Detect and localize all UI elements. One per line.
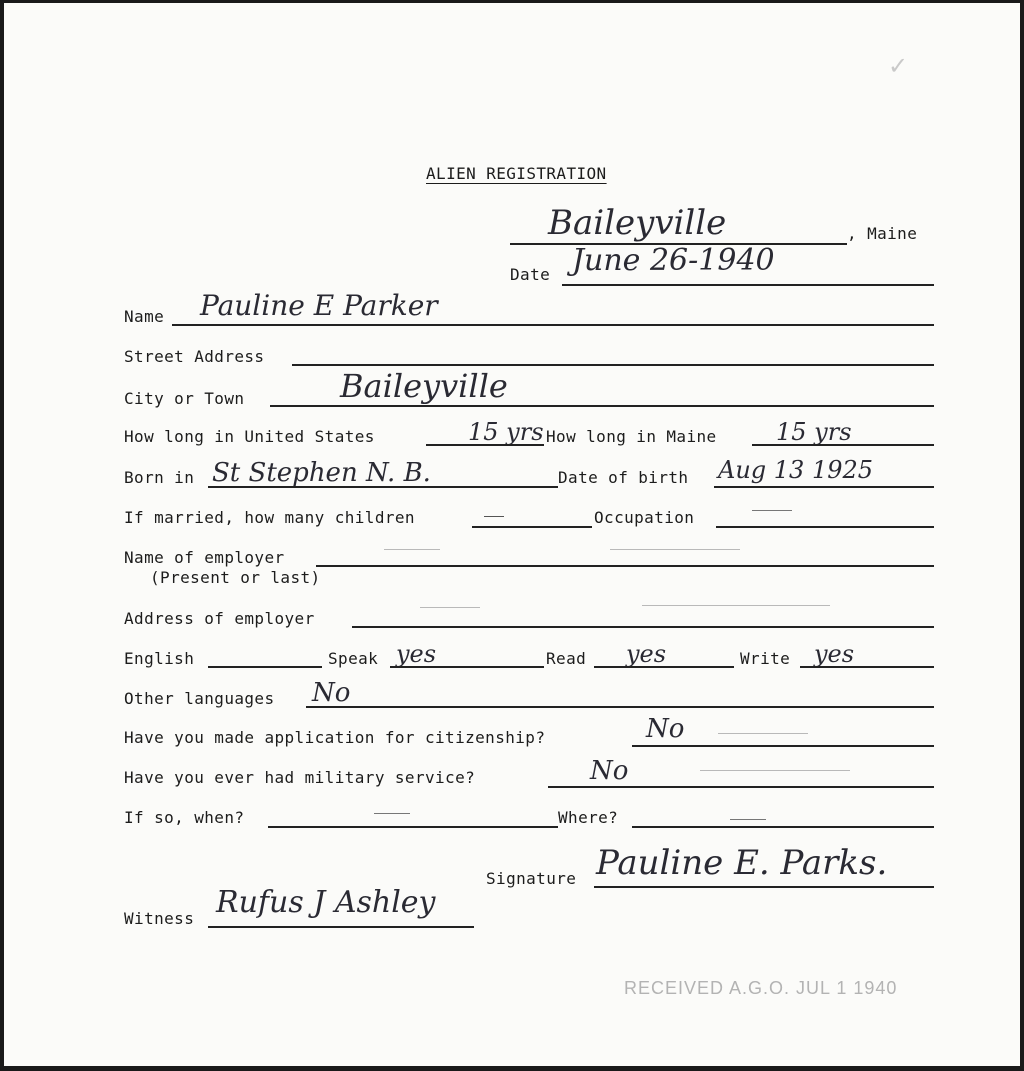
- witness-entry: Rufus J Ashley: [216, 885, 436, 920]
- if-so-when-line: [268, 826, 558, 828]
- signature-line: [594, 886, 934, 888]
- name-entry: Pauline E Parker: [200, 289, 438, 322]
- name-label: Name: [124, 307, 165, 326]
- born-in-entry: St Stephen N. B.: [212, 458, 431, 488]
- street-label: Street Address: [124, 347, 265, 366]
- employer-line: [316, 565, 934, 567]
- how-long-us-line: [426, 444, 544, 446]
- date-entry: June 26-1940: [572, 243, 775, 278]
- write-entry: yes: [814, 640, 855, 668]
- write-label: Write: [740, 649, 791, 668]
- speak-line: [390, 666, 544, 668]
- how-long-us-label: How long in United States: [124, 427, 375, 446]
- military-line: [548, 786, 934, 788]
- english-label: English: [124, 649, 195, 668]
- how-long-us-entry: 15 yrs: [468, 418, 544, 446]
- how-long-maine-entry: 15 yrs: [776, 418, 852, 446]
- date-of-birth-entry: Aug 13 1925: [718, 456, 874, 484]
- form-title: ALIEN REGISTRATION: [426, 164, 607, 183]
- read-entry: yes: [626, 640, 667, 668]
- employer-label: Name of employer: [124, 548, 285, 567]
- citizenship-dash: [718, 733, 808, 734]
- employer-address-line: [352, 626, 934, 628]
- date-label: Date: [510, 265, 551, 284]
- other-languages-entry: No: [312, 678, 351, 708]
- other-languages-label: Other languages: [124, 689, 275, 708]
- state-label: , Maine: [847, 224, 918, 243]
- signature-entry: Pauline E. Parks.: [596, 843, 888, 883]
- employer-address-label: Address of employer: [124, 609, 315, 628]
- witness-label: Witness: [124, 909, 195, 928]
- employer-address-dash-2: [642, 605, 830, 606]
- city-label: City or Town: [124, 389, 245, 408]
- how-long-maine-line: [752, 444, 934, 446]
- military-entry: No: [590, 756, 629, 786]
- military-label: Have you ever had military service?: [124, 768, 476, 787]
- where-line: [632, 826, 934, 828]
- citizenship-line: [632, 745, 934, 747]
- children-line: [472, 526, 592, 528]
- occupation-label: Occupation: [594, 508, 695, 527]
- write-line: [800, 666, 934, 668]
- if-so-when-label: If so, when?: [124, 808, 245, 827]
- signature-label: Signature: [486, 869, 577, 888]
- military-dash: [700, 770, 850, 771]
- checkmark-icon: ✓: [888, 52, 909, 80]
- name-line: [172, 324, 934, 326]
- town-entry: Baileyville: [548, 203, 727, 243]
- employer-address-dash: [420, 607, 480, 608]
- received-stamp: RECEIVED A.G.O. JUL 1 1940: [624, 978, 898, 998]
- born-in-line: [208, 486, 558, 488]
- city-line: [270, 405, 934, 407]
- when-dash: [374, 813, 410, 814]
- employer-dash-2: [610, 549, 740, 550]
- citizenship-label: Have you made application for citizenship?: [124, 728, 546, 747]
- employer-dash: [384, 549, 440, 550]
- citizenship-entry: No: [646, 714, 685, 744]
- born-in-label: Born in: [124, 468, 195, 487]
- english-line: [208, 666, 322, 668]
- street-line: [292, 364, 934, 366]
- date-of-birth-label: Date of birth: [558, 468, 689, 487]
- city-entry: Baileyville: [340, 367, 508, 405]
- children-label: If married, how many children: [124, 508, 415, 527]
- date-line: [562, 284, 934, 286]
- other-languages-line: [306, 706, 934, 708]
- children-dash: [484, 516, 504, 517]
- where-dash: [730, 819, 766, 820]
- employer-note: (Present or last): [150, 568, 321, 587]
- witness-line: [208, 926, 474, 928]
- date-of-birth-line: [714, 486, 934, 488]
- speak-label: Speak: [328, 649, 379, 668]
- read-line: [594, 666, 734, 668]
- occupation-line: [716, 526, 934, 528]
- occupation-dash: [752, 510, 792, 511]
- read-label: Read: [546, 649, 587, 668]
- how-long-maine-label: How long in Maine: [546, 427, 717, 446]
- speak-entry: yes: [396, 640, 437, 668]
- where-label: Where?: [558, 808, 619, 827]
